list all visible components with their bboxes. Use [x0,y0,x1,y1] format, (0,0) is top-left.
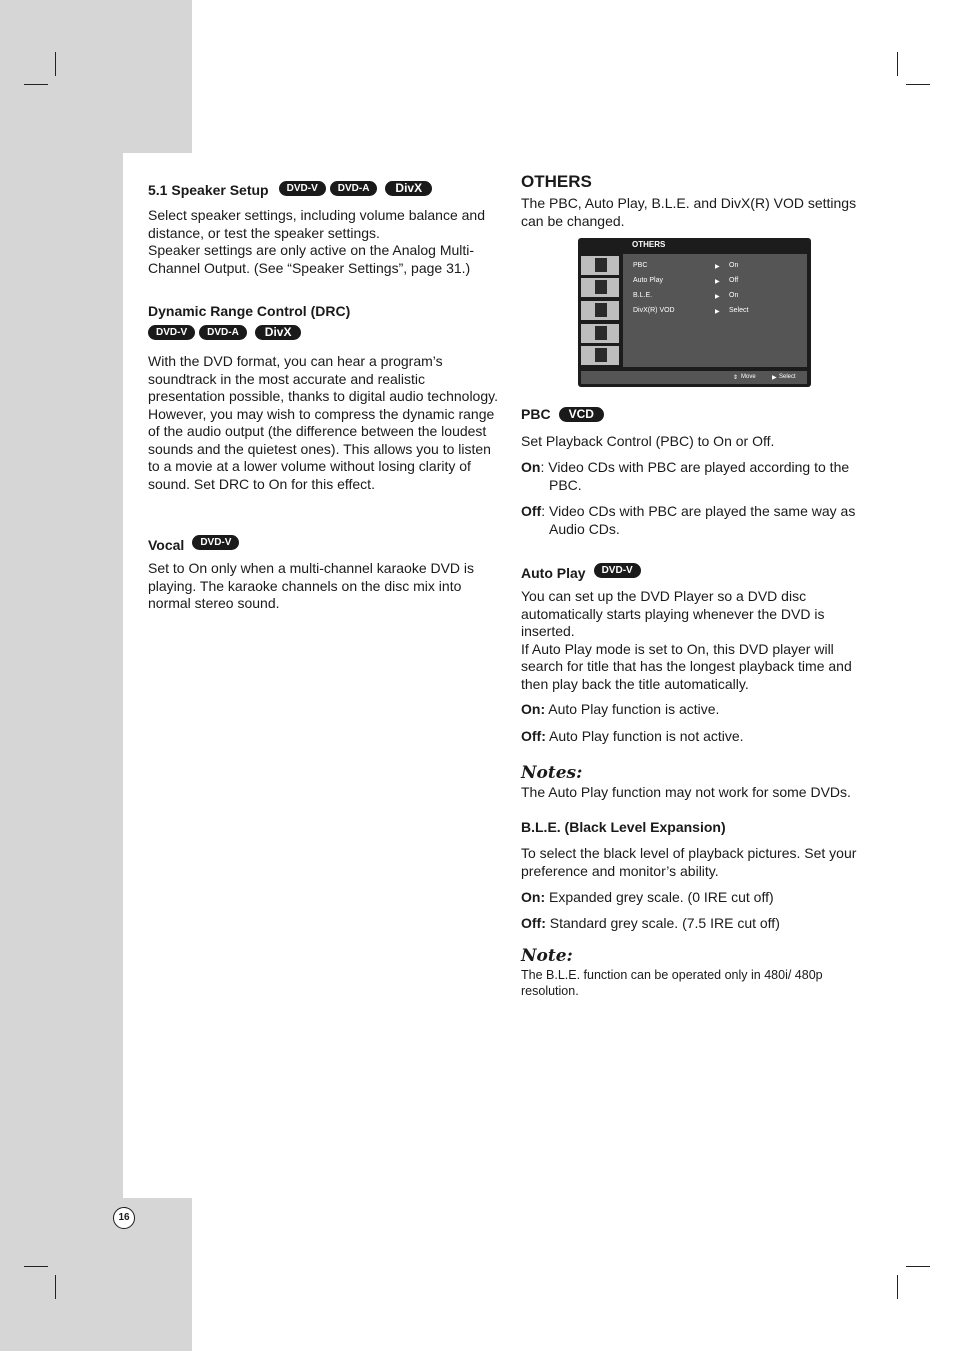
crop-mark [906,84,930,85]
crop-mark [897,1275,898,1299]
play-arrow-icon: ▶ [715,279,720,285]
others-body: The PBC, Auto Play, B.L.E. and DivX(R) VOD settings can be changed. [521,195,857,229]
ble-off-text: Standard grey scale. (7.5 IRE cut off) [545,915,780,931]
ble-on-label: On: [521,889,546,905]
play-arrow-icon: ▶ [715,264,720,270]
badge-divx: DivX [255,325,302,340]
vocal-body: Set to On only when a multi-channel karaoke DVD is playing. The karaoke channels on the disc mix into normal stereo sound. [148,560,475,611]
pbc-off [521,503,879,538]
osd-title: OTHERS [632,240,666,249]
pbc-on [521,459,879,494]
pbc-intro: Set Playback Control (PBC) to On or Off. [521,433,775,449]
badge-vcd: VCD [559,407,604,422]
ble-body: To select the black level of playback pictures. Set your preference and monitor’s ability. [521,845,857,879]
pbc-off-text: : Video CDs with PBC are played the same way as Audio CDs. [541,503,856,537]
badge-dvd-v: DVD-V [594,563,641,578]
play-arrow-icon: ▶ [715,294,720,300]
ble-on [521,889,873,907]
osd-row-value: On [729,292,739,299]
ble-on-text: Expanded grey scale. (0 IRE cut off) [545,889,774,905]
crop-mark [55,1275,56,1299]
drc-title: Dynamic Range Control (DRC) [148,303,351,319]
speaker-setup-body: Select speaker settings, including volume balance and distance, or test the speaker settings. Speaker settings are only active on the Analog Multi-Channel Output. (See “Speaker Settings”, page 31.) [148,207,485,276]
autoplay-title: Auto Play [521,565,586,581]
ble-off-label: Off: [521,915,546,931]
autoplay-body: You can set up the DVD Player so a DVD disc automatically starts playing whenever the DVD is inserted. If Auto Play mode is set to On, this DVD player will search for title that has the longest playback time and then play back the title automatically. [521,588,852,692]
margin-band-side [0,153,123,1198]
osd-row-label: B.L.E. [633,292,653,299]
pbc-on-text: : Video CDs with PBC are played according to the PBC. [540,459,850,493]
note-title: Note: [521,946,573,966]
pbc-on-label: On [521,459,541,475]
speaker-setup-heading [148,178,432,198]
ble-off [521,915,873,933]
page-number: 16 [113,1207,135,1229]
up-down-icon: ⇕ [733,375,739,381]
lock-icon [581,324,619,343]
badge-divx: DivX [385,181,432,196]
others-icon [581,346,619,365]
badge-dvd-v: DVD-V [279,181,326,196]
osd-row-label: Auto Play [633,277,663,284]
others-title: OTHERS [521,172,592,191]
crop-mark [55,52,56,76]
autoplay-on [521,701,873,719]
notes-body: The Auto Play function may not work for some DVDs. [521,784,851,800]
badge-dvd-a: DVD-A [330,181,378,196]
autoplay-heading [521,559,641,581]
autoplay-off-text: Auto Play function is not active. [545,728,744,744]
crop-mark [24,1266,48,1267]
crop-mark [906,1266,930,1267]
ble-title: B.L.E. (Black Level Expansion) [521,819,726,835]
pbc-heading [521,406,604,422]
pbc-off-label: Off [521,503,542,519]
crop-mark [24,84,48,85]
osd-menu [578,238,811,387]
osd-select-label: Select [779,374,796,380]
language-icon [581,256,619,275]
osd-row-value: On [729,262,739,269]
audio-icon [581,301,619,320]
osd-footer [581,371,807,384]
drc-body: With the DVD format, you can hear a program’s soundtrack in the most accurate and realistic presentation possible, thanks to digital audio technology. However, you may wish to compress the dynamic range of the audio output (the difference between the loudest sounds and the quietest ones). This allows you to listen to a movie at a lower volume without losing clarity of sound. Set DRC to On for this effect. [148,353,498,492]
osd-move-label: Move [741,374,756,380]
vocal-heading [148,531,239,553]
margin-band-bottom [0,1198,192,1351]
crop-mark [897,52,898,76]
autoplay-on-text: Auto Play function is active. [545,701,720,717]
autoplay-off-label: Off: [521,728,546,744]
play-arrow-icon: ▶ [772,375,777,381]
osd-panel [623,254,807,367]
autoplay-off [521,728,873,746]
note-body: The B.L.E. function can be operated only in 480i/ 480p resolution. [521,968,823,998]
autoplay-on-label: On: [521,701,546,717]
margin-band-top [0,0,192,153]
speaker-setup-title: 5.1 Speaker Setup [148,182,269,198]
badge-dvd-v: DVD-V [192,535,239,550]
osd-row-value: Off [729,277,739,284]
vocal-title: Vocal [148,537,185,553]
osd-row-label: PBC [633,262,648,269]
osd-row-value: Select [729,307,749,314]
play-arrow-icon: ▶ [715,309,720,315]
badge-dvd-a: DVD-A [199,325,247,340]
osd-row-label: DivX(R) VOD [633,307,675,314]
badge-dvd-v: DVD-V [148,325,195,340]
drc-badges [148,325,301,340]
display-icon [581,278,619,297]
notes-title: Notes: [521,763,583,783]
pbc-title: PBC [521,406,551,422]
